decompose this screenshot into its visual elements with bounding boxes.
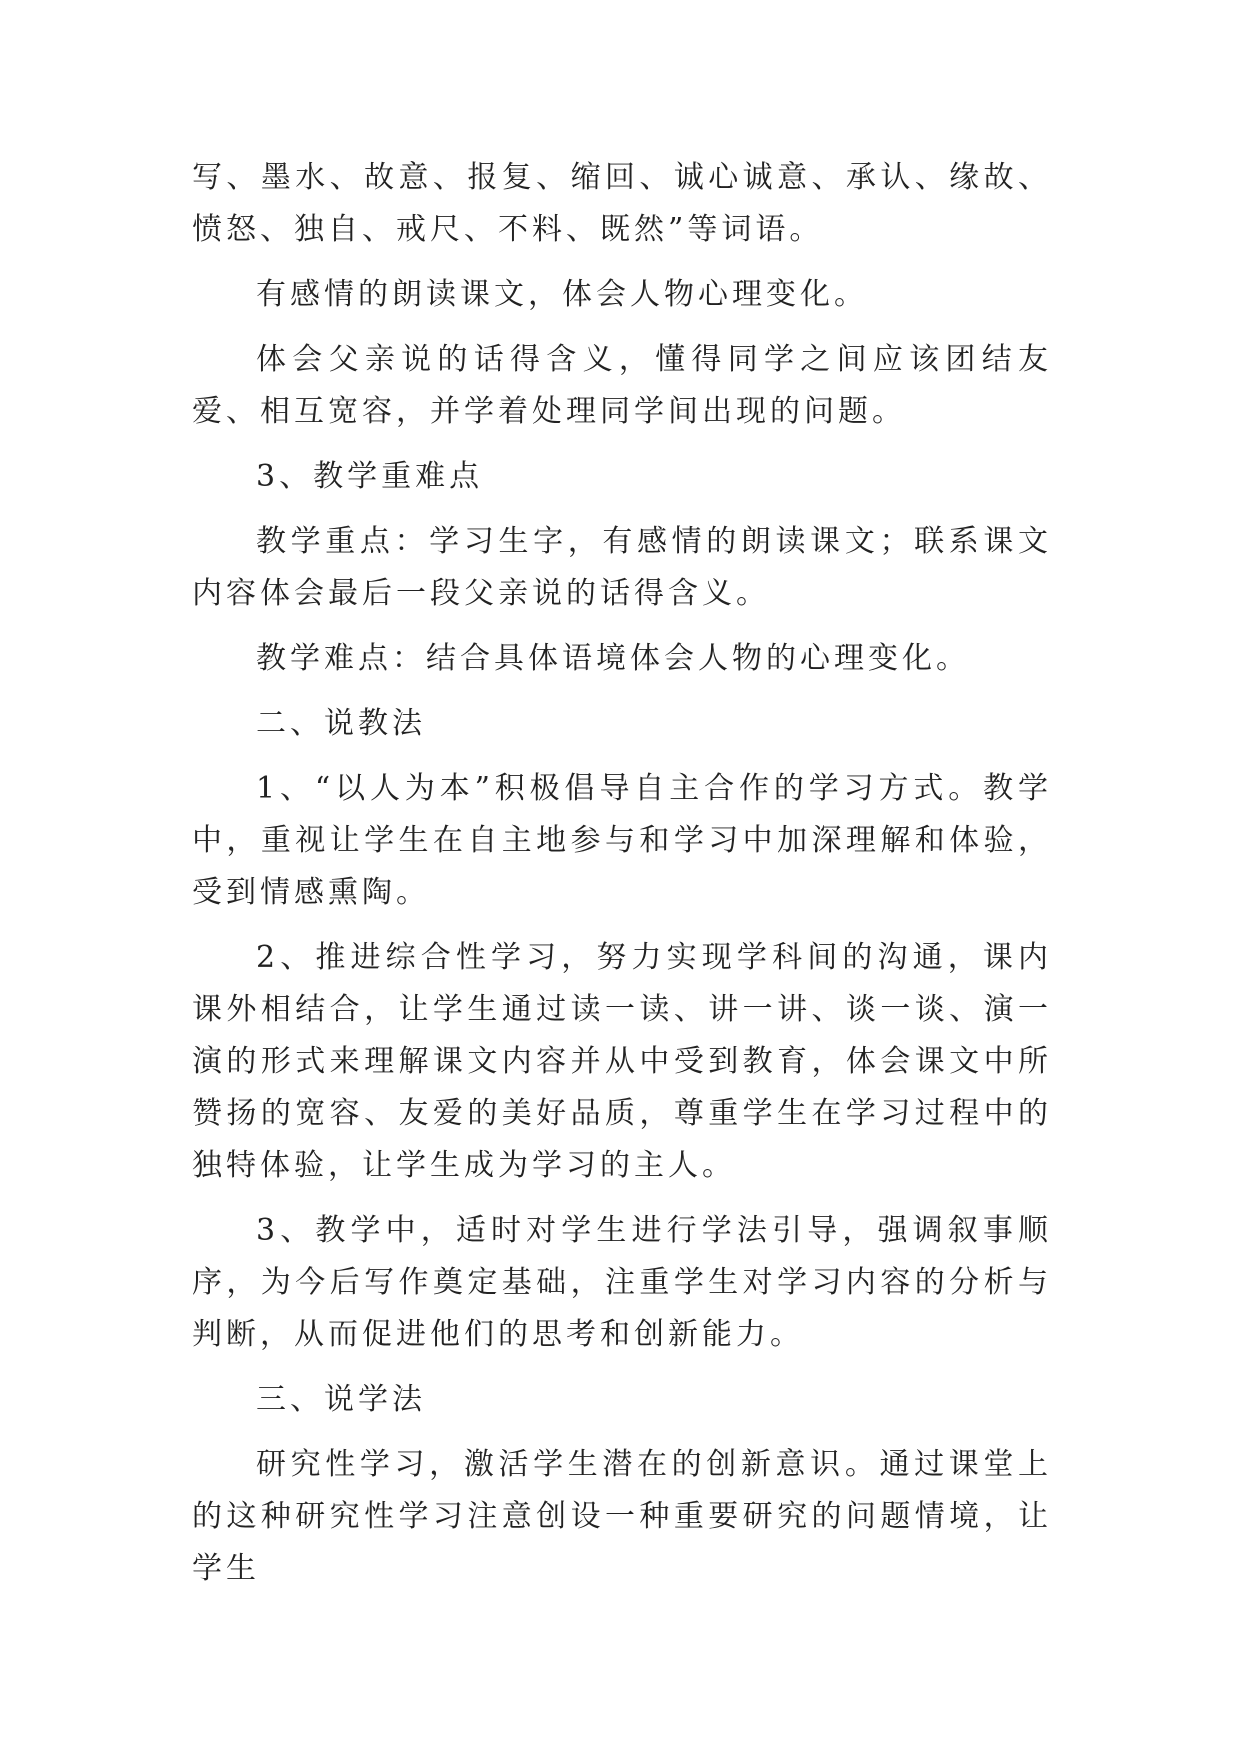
document-body xyxy=(192,152,1052,1608)
paragraph-father-words-meaning: 体会父亲说的话得含义，懂得同学之间应该团结友爱、相互宽容，并学着处理同学间出现的问题。 xyxy=(192,342,1052,429)
paragraph-research-learning: 研究性学习，激活学生潜在的创新意识。通过课堂上的这种研究性学习注意创设一种重要研究的问题情境，让学生 xyxy=(192,1447,1052,1586)
paragraph-read-with-emotion: 有感情的朗读课文，体会人物心理变化。 xyxy=(256,277,868,312)
heading-teaching-methods: 二、说教法 xyxy=(256,706,426,741)
paragraph-teaching-difficulty: 教学难点：结合具体语境体会人物的心理变化。 xyxy=(256,641,970,676)
paragraph-method-2: 2、推进综合性学习，努力实现学科间的沟通，课内课外相结合，让学生通过读一读、讲一讲、谈一谈、演一演的形式来理解课文内容并从中受到教育，体会课文中所赞扬的宽容、友爱的美好品质，尊重学生在学习过程中的独特体验，让学生成为学习的主人。 xyxy=(192,940,1052,1183)
paragraph-teaching-focus: 教学重点：学习生字，有感情的朗读课文；联系课文内容体会最后一段父亲说的话得含义。 xyxy=(192,524,1052,611)
heading-teaching-key-points: 3、教学重难点 xyxy=(256,459,484,494)
paragraph-method-1: 1、“以人为本”积极倡导自主合作的学习方式。教学中，重视让学生在自主地参与和学习中加深理解和体验，受到情感熏陶。 xyxy=(192,771,1052,910)
paragraph-vocabulary-continued: 写、墨水、故意、报复、缩回、诚心诚意、承认、缘故、愤怒、独自、戒尺、不料、既然”等词语。 xyxy=(192,160,1052,247)
heading-learning-methods: 三、说学法 xyxy=(256,1382,426,1417)
paragraph-method-3: 3、教学中，适时对学生进行学法引导，强调叙事顺序，为今后写作奠定基础，注重学生对学习内容的分析与判断，从而促进他们的思考和创新能力。 xyxy=(192,1213,1052,1352)
